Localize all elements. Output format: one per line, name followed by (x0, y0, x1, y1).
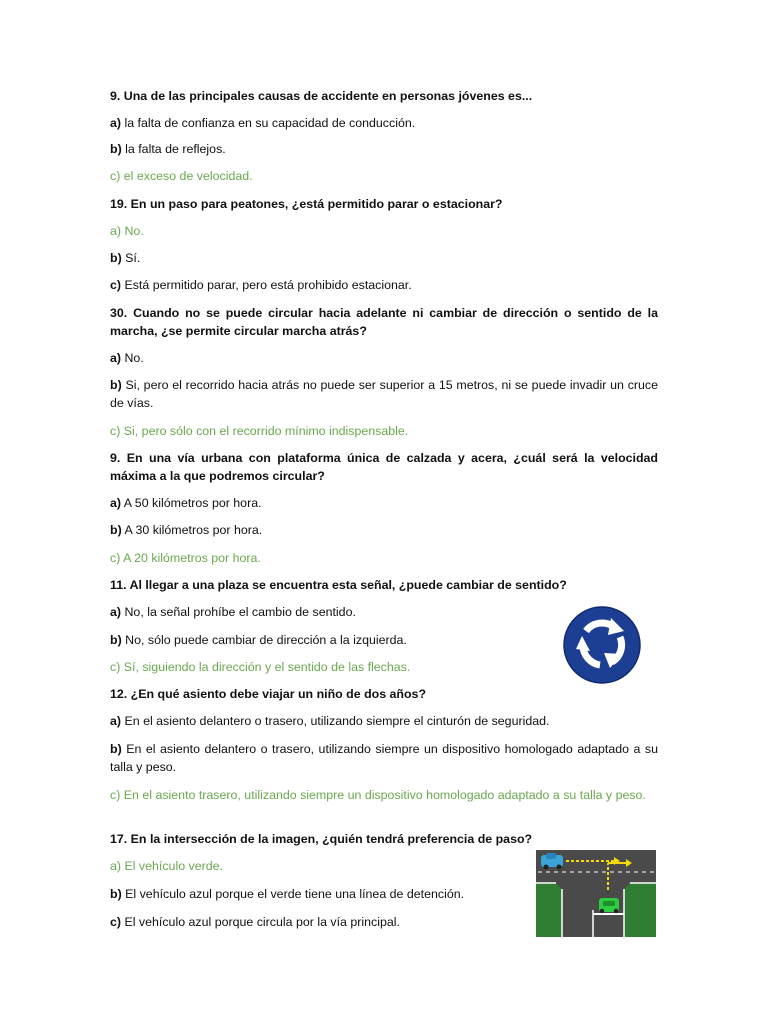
answer-label: a) (110, 351, 122, 365)
answer-text: El vehículo azul porque el verde tiene una línea de detención. (121, 887, 465, 901)
answer-text: No, la señal prohíbe el cambio de sentido. (121, 605, 356, 619)
question-7: 17. En la intersección de la imagen, ¿quién tendrá preferencia de paso? (110, 832, 533, 846)
answer-7c (110, 913, 520, 931)
answer-label: b) (110, 887, 122, 901)
answer-5b (110, 631, 550, 649)
answer-4a (110, 494, 658, 512)
answer-label: b) (110, 742, 122, 756)
answer-2b (110, 249, 658, 267)
answer-label: c) (110, 551, 121, 565)
question-6: 12. ¿En qué asiento debe viajar un niño de dos años? (110, 687, 427, 701)
answer-5a (110, 603, 550, 621)
answer-3a (110, 349, 658, 367)
roundabout-sign-icon (562, 605, 642, 685)
answer-6b (110, 740, 658, 776)
question-1: 9. Una de las principales causas de accidente en personas jóvenes es... (110, 89, 533, 103)
answer-2a-correct (110, 222, 658, 240)
answer-text: El vehículo verde. (121, 859, 223, 873)
intersection-image (536, 850, 656, 937)
answer-text: el exceso de velocidad. (120, 169, 253, 183)
answer-4c-correct (110, 549, 658, 567)
answer-text: No, sólo puede cambiar de dirección a la izquierda. (121, 633, 407, 647)
answer-text: Si, pero el recorrido hacia atrás no puede ser superior a 15 metros, ni se puede invadir un cruce de vías. (110, 378, 658, 410)
answer-label: a) (110, 859, 122, 873)
answer-text: la falta de reflejos. (121, 142, 226, 156)
answer-label: c) (110, 660, 121, 674)
answer-6c-correct (110, 786, 658, 804)
answer-text: No. (121, 351, 144, 365)
answer-text: Sí. (121, 251, 141, 265)
question-5: 11. Al llegar a una plaza se encuentra esta señal, ¿puede cambiar de sentido? (110, 578, 567, 592)
answer-text: Está permitido parar, pero está prohibido estacionar. (121, 278, 412, 292)
answer-2c (110, 276, 658, 294)
answer-1a (110, 114, 658, 132)
answer-text: la falta de confianza en su capacidad de conducción. (121, 116, 416, 130)
answer-1b (110, 140, 658, 158)
answer-text: El vehículo azul porque circula por la vía principal. (121, 915, 400, 929)
answer-label: c) (110, 278, 122, 292)
answer-label: c) (110, 169, 121, 183)
answer-label: a) (110, 605, 122, 619)
answer-label: b) (110, 251, 122, 265)
answer-5c-correct (110, 658, 550, 676)
answer-text: A 50 kilómetros por hora. (121, 496, 262, 510)
answer-3c-correct (110, 422, 658, 440)
answer-label: b) (110, 142, 122, 156)
green-car-icon (599, 898, 619, 913)
answer-text: En el asiento delantero o trasero, utilizando siempre el cinturón de seguridad. (121, 714, 550, 728)
answer-label: a) (110, 116, 122, 130)
answer-text: No. (121, 224, 144, 238)
answer-label: b) (110, 523, 122, 537)
answer-text: A 30 kilómetros por hora. (121, 523, 263, 537)
answer-label: c) (110, 424, 121, 438)
answer-text: Si, pero sólo con el recorrido mínimo indispensable. (120, 424, 409, 438)
answer-text: Sí, siguiendo la dirección y el sentido de las flechas. (120, 660, 411, 674)
answer-text: En el asiento trasero, utilizando siempre un dispositivo homologado adaptado a su talla y peso. (120, 788, 646, 802)
question-3: 30. Cuando no se puede circular hacia adelante ni cambiar de dirección o sentido de la marcha, ¿se permite circular marcha atrás? (110, 306, 658, 338)
answer-3b (110, 376, 658, 412)
answer-7b (110, 885, 520, 903)
answer-4b (110, 521, 658, 539)
answer-label: a) (110, 714, 122, 728)
answer-label: b) (110, 633, 122, 647)
answer-label: a) (110, 496, 122, 510)
question-4: 9. En una vía urbana con plataforma única de calzada y acera, ¿cuál será la velocidad máxima a la que podremos circular? (110, 451, 658, 483)
answer-text: En el asiento delantero o trasero, utilizando siempre un dispositivo homologado adaptado a su talla y peso. (110, 742, 658, 774)
question-2: 19. En un paso para peatones, ¿está permitido parar o estacionar? (110, 197, 503, 211)
answer-label: b) (110, 378, 122, 392)
answer-1c-correct (110, 167, 658, 185)
answer-label: c) (110, 915, 122, 929)
answer-7a-correct (110, 857, 520, 875)
answer-label: c) (110, 788, 121, 802)
answer-text: A 20 kilómetros por hora. (120, 551, 261, 565)
answer-label: a) (110, 224, 122, 238)
answer-6a (110, 712, 658, 730)
